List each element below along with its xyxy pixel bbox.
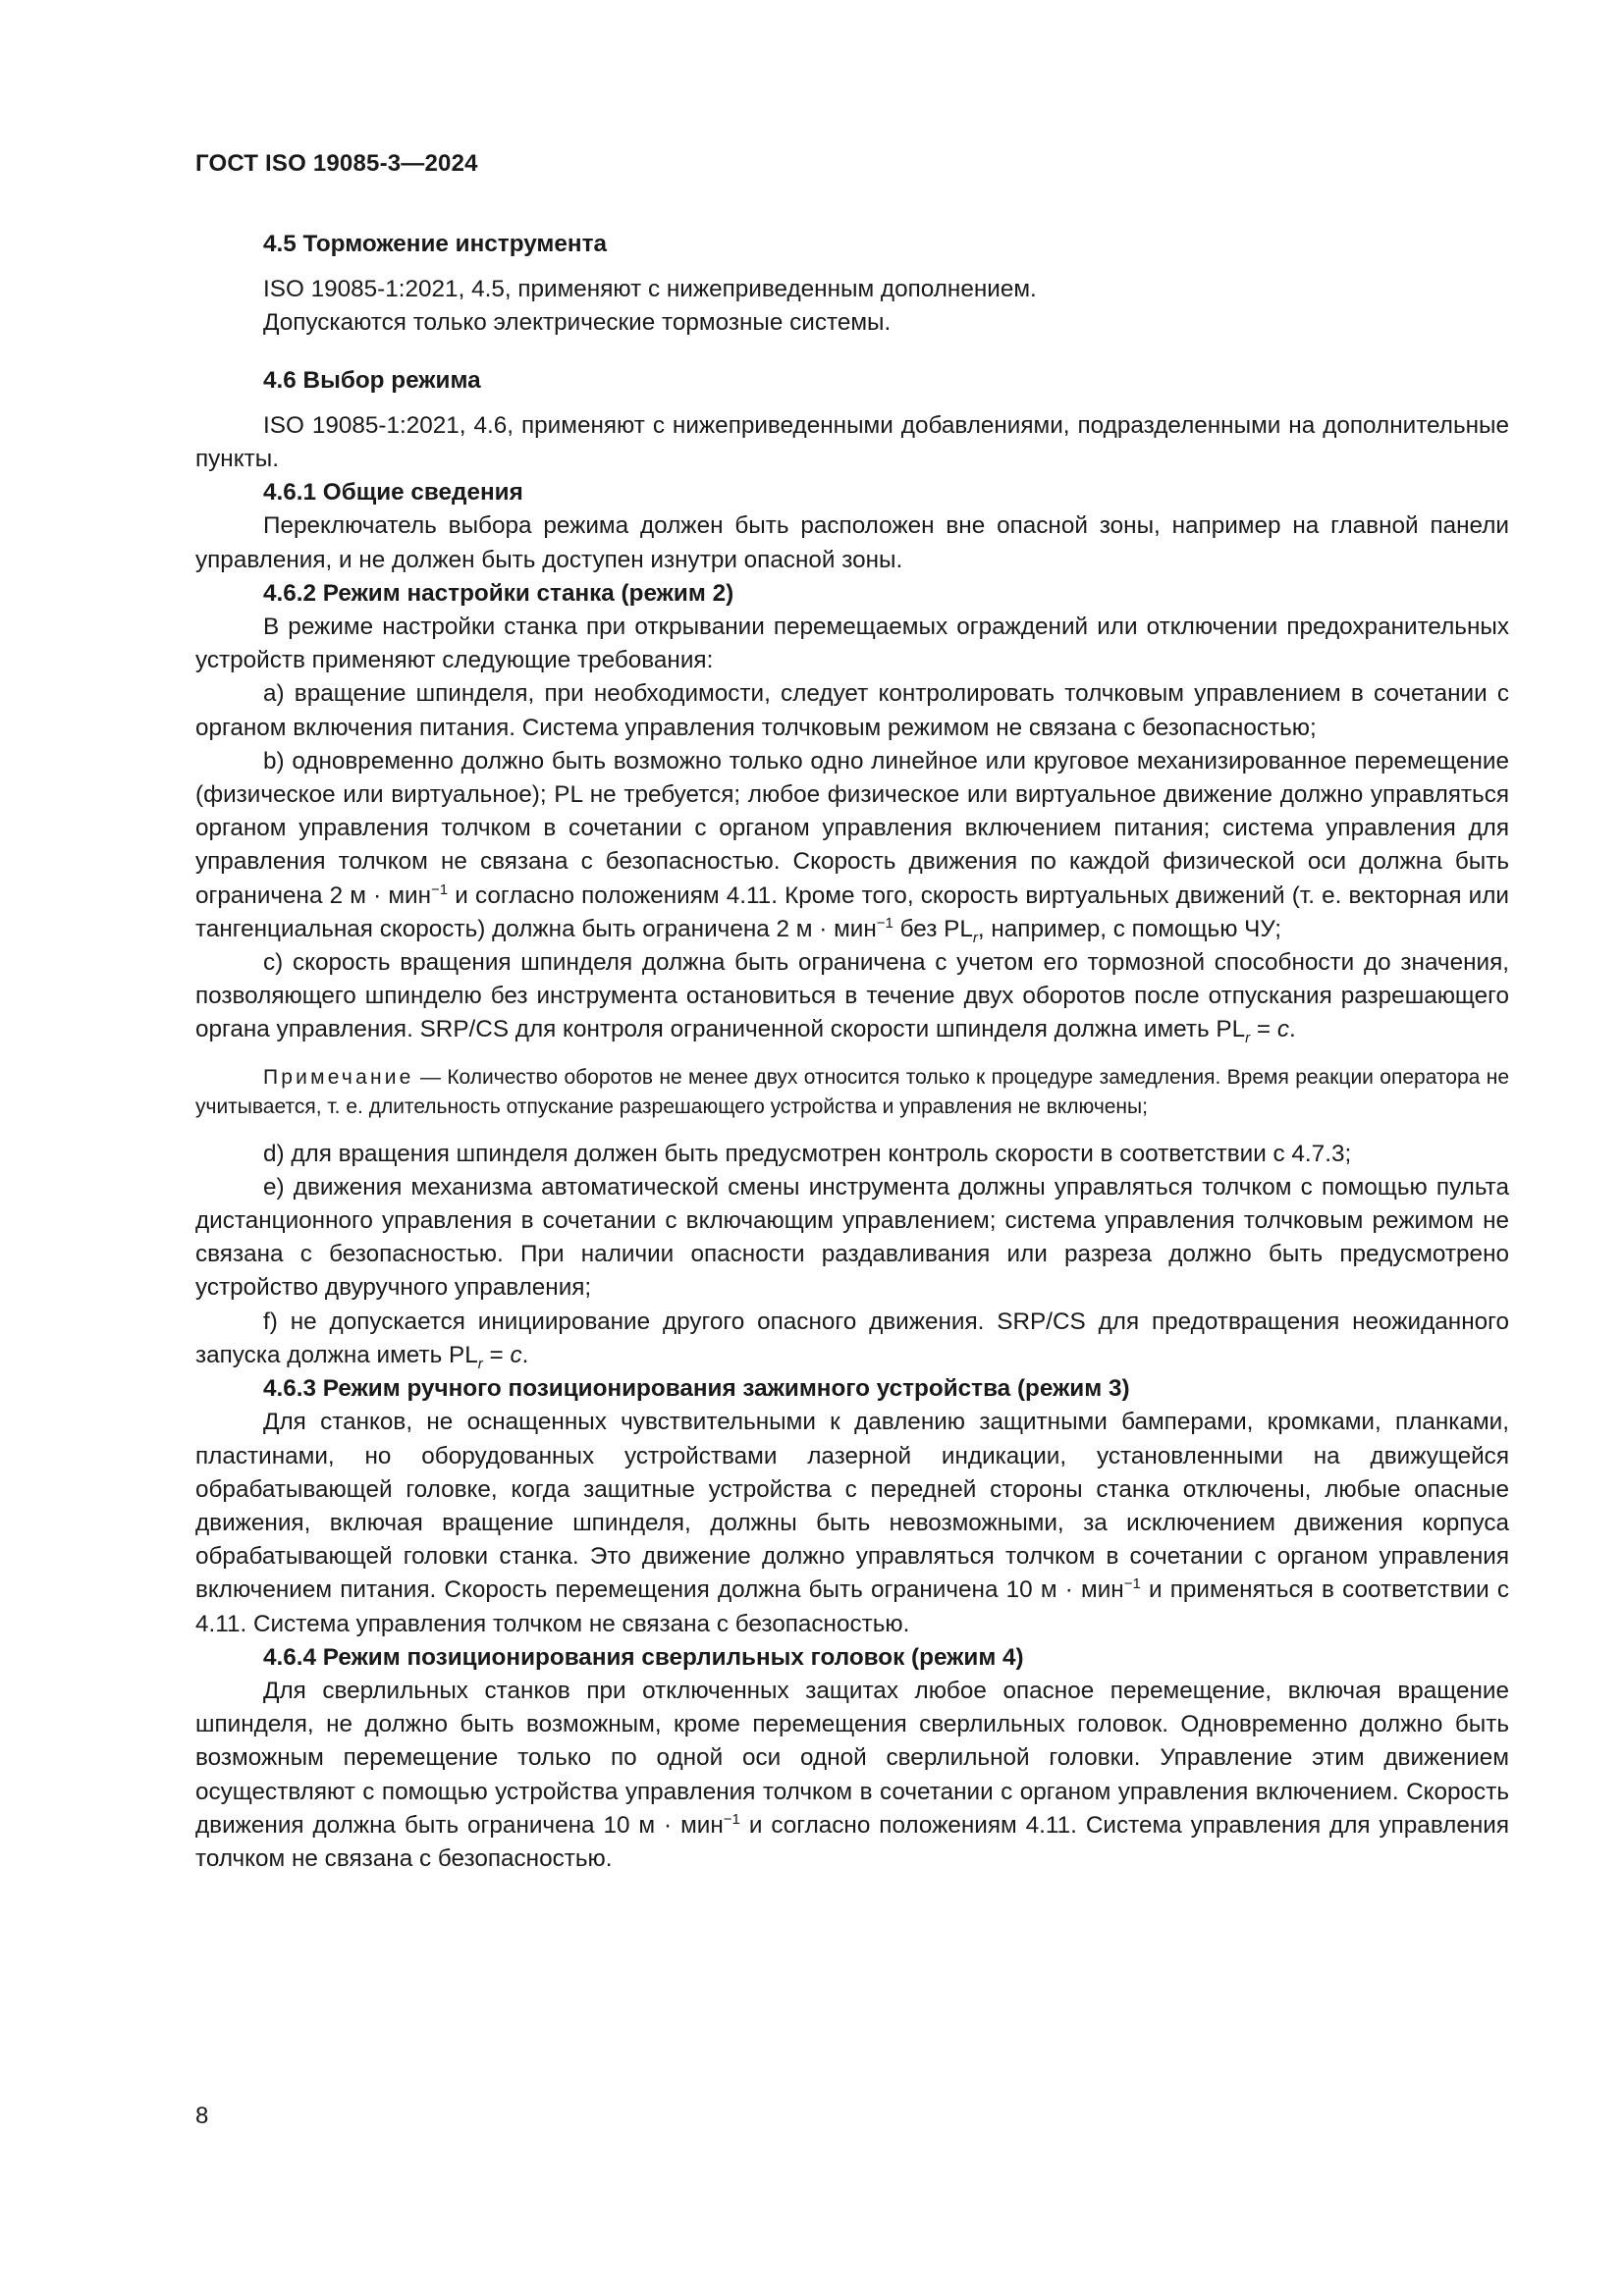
list-item-c: c) скорость вращения шпинделя должна быть ограничена с учетом его тормозной способности до значения, позволяющего шпинделю без инструмента остановиться в течение двух оборотов после отпускания разрешающего органа управления. SRP/CS для контроля ограниченной скорости шпинделя должна иметь $PL_r = c$.: [195, 949, 1509, 1047]
section-4-6-1-title: 4.6.1 Общие сведения: [263, 479, 523, 507]
section-4-6-title: 4.6 Выбор режима: [263, 366, 481, 394]
list-item-e: e) движения механизма автоматической смены инструмента должны управляться толчком с помощью пульта дистанционного управления в сочетании с включающим управлением; система управления толчковым режимом не связана с безопасностью. При наличии опасности раздавливания или разреза должно быть предусмотрено устройство двуручного управления;: [195, 1173, 1509, 1302]
section-4-6-2-title: 4.6.2 Режим настройки станка (режим 2): [263, 579, 734, 607]
section-4-5-paragraph-2: Допускаются только электрические тормозные системы.: [263, 309, 892, 337]
section-4-5-title: 4.5 Торможение инструмента: [263, 231, 607, 257]
section-4-6-3-paragraph-1: Для станков, не оснащенных чувствительными к давлению защитными бамперами, кромками, планками, пластинами, но оборудованных устройствами лазерной индикации, установленными на движущейся обрабатывающей головке, когда защитные устройства с передней стороны станка отключены, любые опасные движения, включая вращение шпинделя, должны быть невозможными, за исключением движения корпуса обрабатывающей головки станка. Это движение должно управляться толчком в сочетании с органом управления включением питания. Скорость перемещения должна быть ограничена 10 м · мин$^{-1}$ и применяться в соответствии с 4.11. Система управления толчком не связана с безопасностью.: [195, 1409, 1509, 1637]
note-paragraph: [195, 1063, 1509, 1122]
section-4-6-4-title: 4.6.4 Режим позиционирования сверлильных головок (режим 4): [263, 1643, 1024, 1671]
section-4-6-1-paragraph-1: Переключатель выбора режима должен быть расположен вне опасной зоны, например на главной панели управления, и не должен быть доступен изнутри опасной зоны.: [195, 512, 1509, 573]
note-text: — Количество оборотов не менее двух относится только к процедуре замедления. Время реакции оператора не учитывается, т. е. длительность отпускание разрешающего устройства и управления не включены;: [195, 1065, 1509, 1118]
section-4-6-4-paragraph-1: Для сверлильных станков при отключенных защитах любое опасное перемещение, включая вращение шпинделя, не должно быть возможным, кроме перемещения сверлильных головок. Одновременно должно быть возможным перемещение только по одной оси одной сверлильной головки. Управление этим движением осуществляют с помощью устройства управления толчком в сочетании с органом управления включением. Скорость движения должна быть ограничена 10 м · мин$^{-1}$ и согласно положениям 4.11. Система управления для управления толчком не связана с безопасностью.: [195, 1677, 1510, 1872]
section-4-5-paragraph-1: ISO 19085-1:2021, 4.5, применяют с нижеприведенным дополнением.: [263, 276, 1037, 303]
document-body: [195, 228, 1509, 1876]
note-label: Примечание: [263, 1065, 414, 1089]
list-item-d: d) для вращения шпинделя должен быть предусмотрен контроль скорости в соответствии с 4.7.3;: [263, 1140, 1352, 1167]
list-item-a: a) вращение шпинделя, при необходимости, следует контролировать толчковым управлением в сочетании с органом включения питания. Система управления толчковым режимом не связана с безопасностью;: [195, 680, 1509, 741]
section-4-6-2-intro: В режиме настройки станка при открывании перемещаемых ограждений или отключении предохранительных устройств применяют следующие требования:: [195, 614, 1509, 674]
page-number: 8: [195, 2103, 209, 2129]
document-code-header: ГОСТ ISO 19085-3—2024: [195, 150, 478, 177]
section-4-6-paragraph-1: ISO 19085-1:2021, 4.6, применяют с нижеприведенными добавлениями, подразделенными на дополнительные пункты.: [195, 411, 1509, 473]
list-item-f: f) не допускается инициирование другого опасного движения. SRP/CS для предотвращения неожиданного запуска должна иметь $PL_r = c$.: [195, 1308, 1509, 1372]
section-4-6-3-title: 4.6.3 Режим ручного позиционирования зажимного устройства (режим 3): [263, 1375, 1130, 1403]
list-item-b: b) одновременно должно быть возможно только одно линейное или круговое механизированное перемещение (физическое или виртуальное); PL не требуется; любое физическое или виртуальное движение должно управляться органом управления толчком в сочетании с органом управления включением питания; система управления для управления толчком не связана с безопасностью. Скорость движения по каждой физической оси должна быть ограничена 2 м · мин$^{-1}$ и согласно положениям 4.11. Кроме того, скорость виртуальных движений (т. е. векторная или тангенциальная скорость) должна быть ограничена 2 м · мин$^{-1}$ без $PL_r$, например, с помощью ЧУ;: [195, 747, 1509, 946]
